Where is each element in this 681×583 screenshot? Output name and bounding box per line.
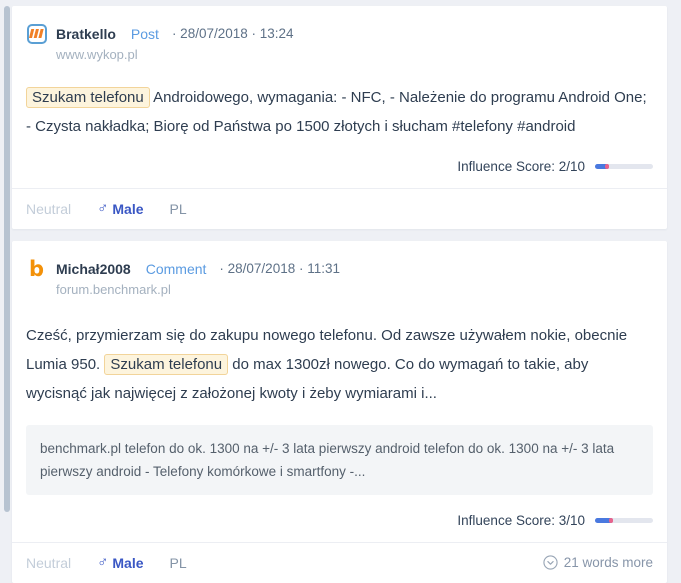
mention-card — [12, 6, 667, 229]
source-domain-link[interactable]: www.wykop.pl — [56, 47, 138, 62]
expand-words-more[interactable] — [543, 555, 653, 570]
influence-score-bar — [595, 164, 653, 169]
mention-type-link[interactable]: Comment — [145, 260, 207, 277]
mention-text-before: Cześć, przymierzam się do zakupu nowego telefonu. Od zawsze używałem nokie, obecnie Lumia 950. — [26, 327, 628, 373]
language-badge[interactable]: PL — [169, 554, 187, 571]
vertical-scrollbar[interactable] — [4, 6, 10, 512]
source-domain-link[interactable]: forum.benchmark.pl — [56, 282, 171, 297]
wykop-icon — [26, 23, 47, 44]
mention-card — [12, 241, 667, 583]
mention-footer — [12, 188, 667, 229]
influence-score-label: Influence Score: 2/10 — [457, 159, 585, 174]
mention-text-after: Androidowego, wymagania: - NFC, - Należenie do programu Android One; - Czysta nakładka; Biorę od Państwa po 1500 złotych i słucham #telefony #android — [26, 89, 647, 135]
language-badge[interactable]: PL — [169, 200, 187, 217]
sentiment-selector[interactable]: Neutral — [26, 554, 72, 571]
mention-text — [26, 321, 653, 408]
keyword-highlight: Szukam telefonu — [26, 87, 150, 108]
male-icon: ♂ — [97, 554, 109, 571]
gender-selector[interactable] — [97, 554, 143, 571]
mention-datetime: · 28/07/2018 · 11:31 — [219, 261, 340, 276]
sentiment-selector[interactable]: Neutral — [26, 200, 72, 217]
influence-score-bar — [595, 518, 653, 523]
mention-text — [26, 83, 653, 141]
quoted-source-excerpt: benchmark.pl telefon do ok. 1300 na +/- 3 lata pierwszy android telefon do ok. 1300 na +/- 3 lata pierwszy android - Telefony komórkowe i smartfony -... — [26, 425, 653, 495]
mention-header — [26, 23, 653, 44]
mention-type-link[interactable]: Post — [130, 25, 159, 42]
influence-score-row — [26, 159, 653, 188]
keyword-highlight: Szukam telefonu — [104, 354, 228, 375]
words-more-label: 21 words more — [563, 555, 653, 570]
mention-footer — [12, 542, 667, 583]
author-name[interactable]: Bratkello — [56, 25, 116, 42]
mention-datetime: · 28/07/2018 · 13:24 — [171, 26, 294, 41]
chevron-down-circle-icon — [543, 555, 558, 570]
mention-text-after: do max 1300zł nowego. Co do wymagań to takie, aby wycisnąć jak najwięcej z założonej kwoty i żeby wymiarami i... — [26, 356, 589, 402]
mention-card-main — [12, 6, 667, 188]
gender-label: Male — [112, 554, 144, 571]
mention-header — [26, 258, 653, 279]
benchmark-icon: b — [28, 256, 45, 281]
influence-score-label: Influence Score: 3/10 — [457, 513, 585, 528]
influence-score-row — [26, 513, 653, 542]
gender-label: Male — [112, 200, 144, 217]
male-icon: ♂ — [97, 200, 109, 217]
mention-card-main — [12, 241, 667, 542]
gender-selector[interactable] — [97, 200, 143, 217]
author-name[interactable]: Michał2008 — [56, 260, 131, 277]
